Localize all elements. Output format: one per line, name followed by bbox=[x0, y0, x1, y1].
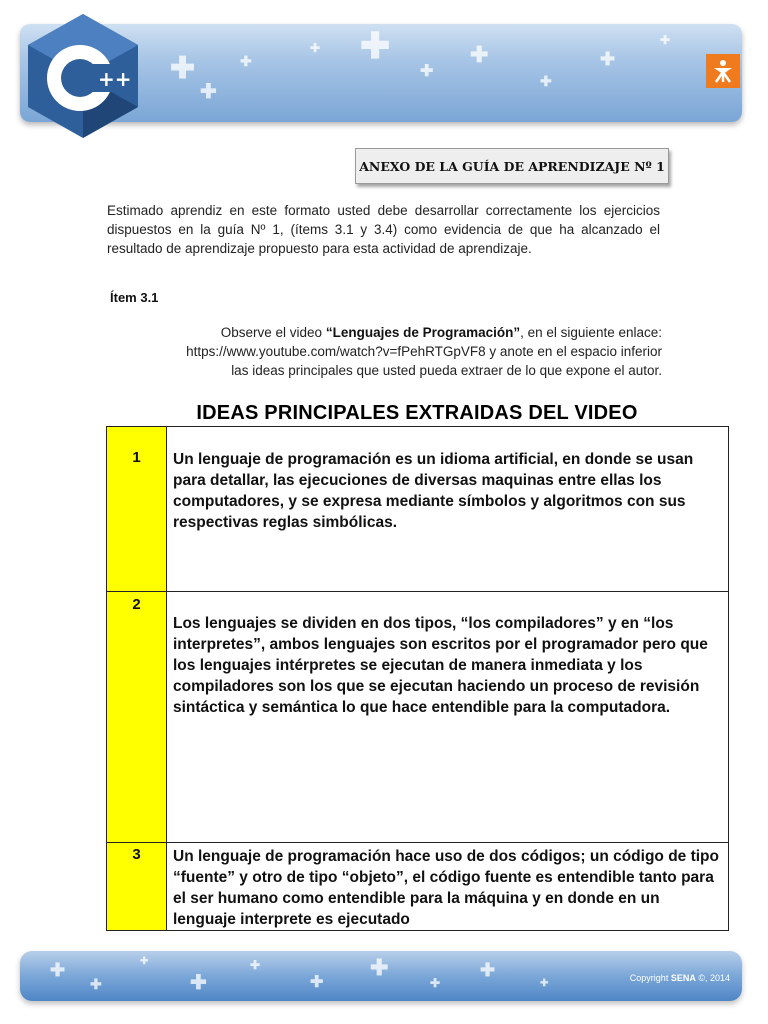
plus-decoration-icon: ✚ bbox=[600, 49, 616, 69]
plus-decoration-icon: ✚ bbox=[370, 955, 389, 980]
observe-suffix: , en el siguiente enlace: bbox=[520, 325, 662, 340]
video-link[interactable]: https://www.youtube.com/watch?v=fPehRTGpVF8 bbox=[186, 344, 486, 359]
plus-decoration-icon: ✚ bbox=[310, 41, 321, 55]
copyright-notice bbox=[630, 973, 730, 983]
plus-decoration-icon: ✚ bbox=[170, 52, 196, 85]
plus-decoration-icon: ✚ bbox=[140, 956, 149, 967]
plus-decoration-icon: ✚ bbox=[240, 53, 252, 69]
copyright-suffix: ©, 2014 bbox=[695, 973, 730, 983]
section-title: IDEAS PRINCIPALES EXTRAIDAS DEL VIDEO bbox=[196, 402, 638, 424]
sena-logo-icon bbox=[710, 58, 736, 84]
observe-prefix: Observe el video bbox=[220, 325, 326, 340]
plus-decoration-icon: ✚ bbox=[420, 63, 434, 80]
idea-text: Un lenguaje de programación es un idioma artificial, en donde se usan para detallar, las ejecuciones de diversas maquinas entre ellas los computadores, y se expresa mediante símbolos y algoritmos con sus respectivas reglas simbólicas. bbox=[167, 427, 729, 592]
plus-decoration-icon: ✚ bbox=[200, 81, 217, 103]
table-row bbox=[107, 592, 729, 843]
footer-banner bbox=[20, 951, 742, 1001]
idea-number: 2 bbox=[107, 592, 167, 843]
copyright-prefix: Copyright bbox=[629, 973, 671, 983]
plus-decoration-icon: ✚ bbox=[90, 976, 102, 992]
idea-number: 3 bbox=[107, 843, 167, 931]
idea-number: 1 bbox=[107, 427, 167, 592]
plus-decoration-icon: ✚ bbox=[540, 978, 549, 989]
observe-line-3: las ideas principales que usted pueda extraer de lo que expone el autor. bbox=[231, 363, 662, 378]
document-title-text: ANEXO DE LA GUÍA DE APRENDIZAJE Nº 1 bbox=[359, 158, 665, 174]
idea-text: Un lenguaje de programación hace uso de dos códigos; un código de tipo “fuente” y otro de tipo “objeto”, el código fuente es entendible tanto para el ser humano como entendible para la máquina y en donde en un lenguaje interprete es ejecutado bbox=[167, 843, 729, 931]
plus-decoration-icon: ✚ bbox=[430, 976, 441, 990]
item-heading: Ítem 3.1 bbox=[110, 290, 159, 305]
plus-decoration-icon: ✚ bbox=[50, 960, 66, 980]
video-title: “Lenguajes de Programación” bbox=[325, 325, 521, 340]
document-title bbox=[355, 148, 669, 184]
cpp-logo-text: ++ bbox=[98, 67, 132, 91]
idea-text: Los lenguajes se dividen en dos tipos, “los compiladores” y en “los interpretes”, ambos lenguajes son escritos por el programador pero que los lenguajes intérpretes se ejecutan de manera inmediata y los compiladores son los que se ejecutan haciendo un proceso de revisión sintáctica y semántica lo que hace entendible para la computadora. bbox=[167, 592, 729, 843]
plus-decoration-icon: ✚ bbox=[250, 958, 261, 972]
sena-logo bbox=[706, 54, 740, 88]
plus-decoration-icon: ✚ bbox=[660, 33, 671, 47]
plus-decoration-icon: ✚ bbox=[470, 42, 489, 67]
plus-decoration-icon: ✚ bbox=[310, 974, 324, 991]
plus-decoration-icon: ✚ bbox=[540, 73, 552, 89]
intro-paragraph: Estimado aprendiz en este formato usted debe desarrollar correctamente los ejercicios dispuestos en la guía Nº 1, (ítems 3.1 y 3.4) como evidencia de que ha alcanzado el resultado de aprendizaje propuesto para esta actividad de aprendizaje. bbox=[107, 203, 660, 256]
observe-link-suffix: y anote en el espacio inferior bbox=[485, 344, 662, 359]
copyright-brand: SENA bbox=[670, 973, 696, 983]
table-row bbox=[107, 427, 729, 592]
observe-instructions bbox=[100, 323, 662, 380]
ideas-table bbox=[106, 426, 729, 931]
plus-decoration-icon: ✚ bbox=[190, 972, 207, 994]
table-row bbox=[107, 843, 729, 931]
plus-decoration-icon: ✚ bbox=[480, 960, 496, 980]
plus-decoration-icon: ✚ bbox=[360, 25, 391, 66]
cpp-logo bbox=[18, 10, 148, 140]
